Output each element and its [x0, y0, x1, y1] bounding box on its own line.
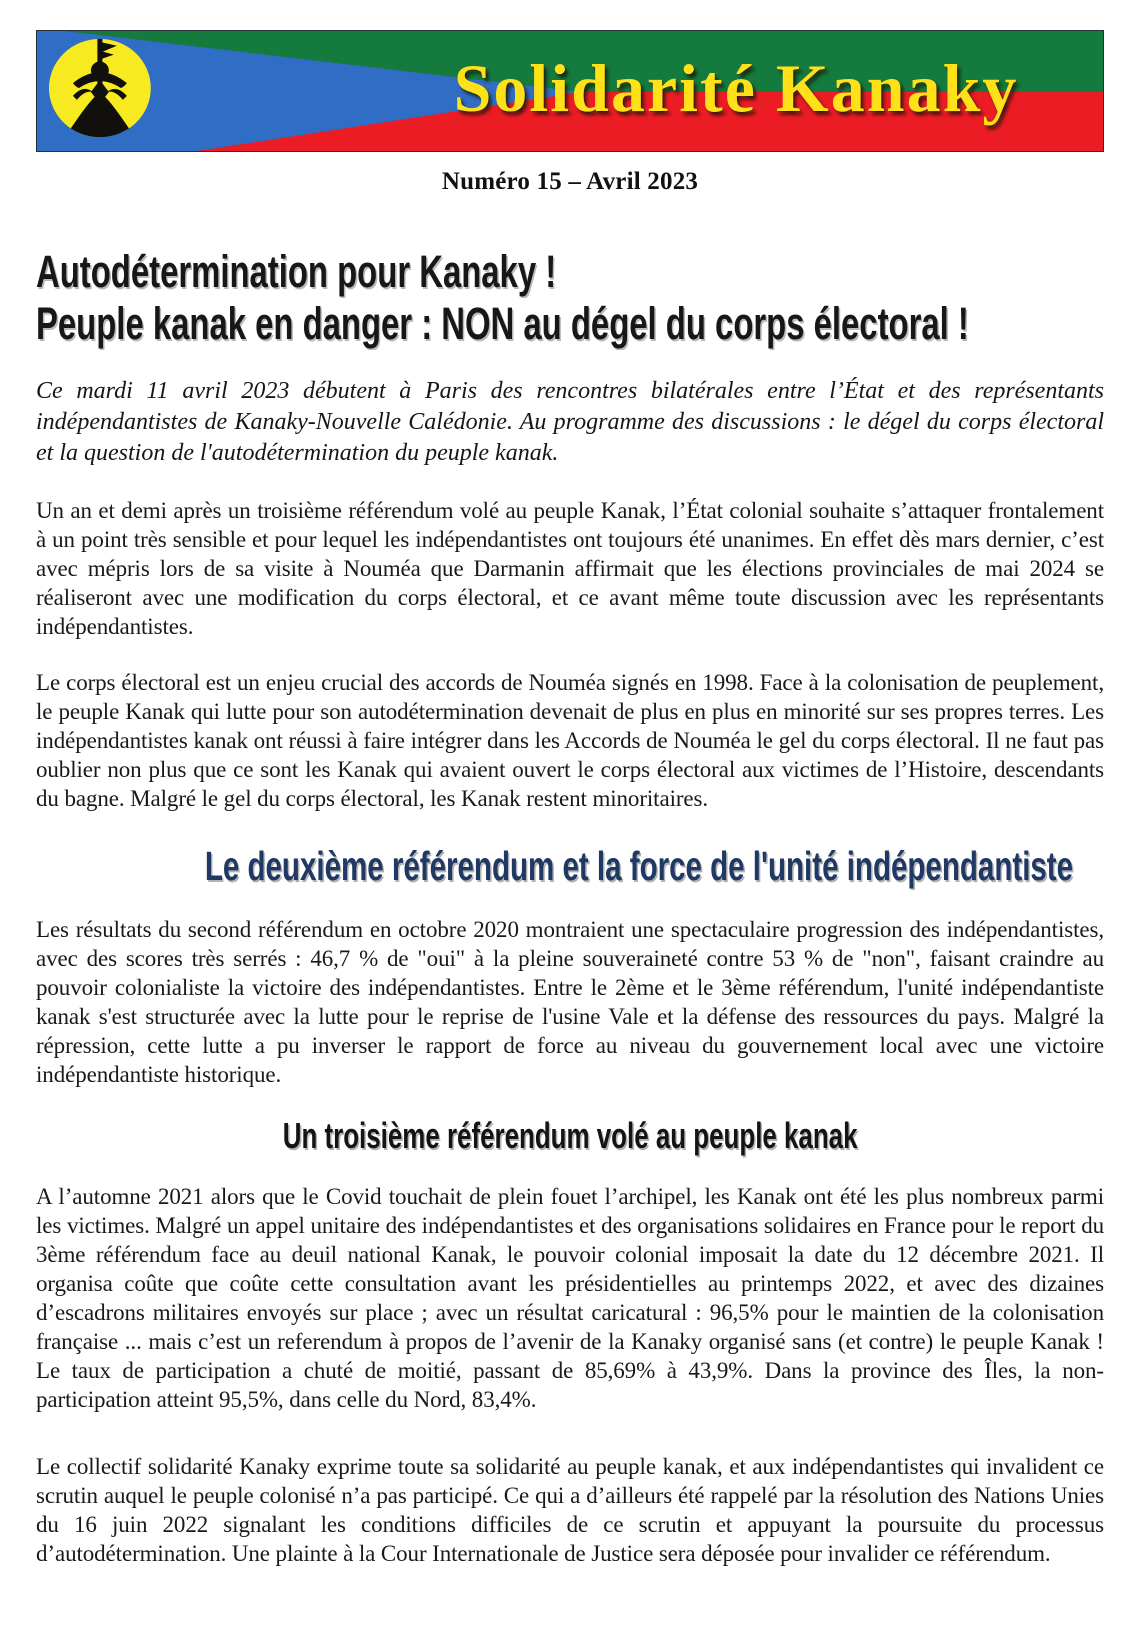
section-heading-text: Le deuxième référendum et la force de l'unité indépendantiste [204, 843, 1074, 890]
headline-line2: Peuple kanak en danger : NON au dégel du corps électoral ! [36, 298, 969, 350]
headline-line1: Autodétermination pour Kanaky ! [36, 246, 557, 297]
newsletter-title: Solidarité Kanaky [453, 50, 1019, 127]
body-paragraph-2: Le corps électoral est un enjeu crucial des accords de Nouméa signés en 1998. Face à la colonisation de peuplement, le peuple Kanak qui lutte pour son autodétermination devenait de plus en plus en minorité sur ses propres terres. Les indépendantistes kanak ont réussi à faire intégrer dans les Accords de Nouméa le gel du corps électoral. Il ne faut pas oublier non plus que ce sont les Kanak qui avaient ouvert le corps électoral aux victimes de l’Histoire, descendants du bagne. Malgré le gel du corps électoral, les Kanak restent minoritaires. [36, 670, 1104, 812]
kanaky-flag-banner [36, 30, 1104, 152]
section-heading-text: Un troisième référendum volé au peuple kanak [282, 1115, 858, 1157]
section-heading-deuxieme-referendum [36, 843, 1104, 890]
section-heading-troisieme-referendum [36, 1115, 1104, 1157]
section2-paragraph-1: A l’automne 2021 alors que le Covid touchait de plein fouet l’archipel, les Kanak ont été les plus nombreux parmi les victimes. Malgré un appel unitaire des indépendantistes et des organisations solidaires en France pour le report du 3ème référendum face au deuil national Kanak, le pouvoir colonial imposait la date du 12 décembre 2021. Il organisa coûte que coûte cette consultation avant les présidentielles au printemps 2022, et avec des dizaines d’escadrons militaires envoyés sur place ; avec un résultat caricatural : 96,5% pour le maintien de la colonisation française ... mais c’est un referendum à propos de l’avenir de la Kanaky organisé sans (et contre) le peuple Kanak ! Le taux de participation a chuté de moitié, passant de 85,69% à 43,9%. Dans la province des Îles, la non-participation atteint 95,5%, dans celle du Nord, 83,4%. [36, 1184, 1104, 1413]
section2-paragraph-2: Le collectif solidarité Kanaky exprime toute sa solidarité au peuple kanak, et aux indépendantistes qui invalident ce scrutin auquel le peuple colonisé n’a pas participé. Ce qui a d’ailleurs été rappelé par la résolution des Nations Unies du 16 juin 2022 signalant les conditions difficiles de ce scrutin et appuyant la poursuite du processus d’autodétermination. Une plainte à la Cour Internationale de Justice sera déposée pour invalider ce référendum. [36, 1454, 1104, 1567]
section1-paragraph-1: Les résultats du second référendum en octobre 2020 montraient une spectaculaire progression des indépendantistes, avec des scores très serrés : 46,7 % de "oui" à la pleine souveraineté contre 53 % de "non", faisant craindre au pouvoir colonialiste la victoire des indépendantistes. Entre le 2ème et le 3ème référendum, l'unité indépendantiste kanak s'est structurée avec la lutte pour le reprise de l'usine Vale et la défense des ressources du pays. Malgré la répression, cette lutte a pu inverser le rapport de force au niveau du gouvernement local avec une victoire indépendantiste historique. [36, 917, 1104, 1088]
issue-date-line: Numéro 15 – Avril 2023 [441, 168, 699, 195]
body-paragraph-1: Un an et demi après un troisième référendum volé au peuple Kanak, l’État colonial souhaite s’attaquer frontalement à un point très sensible et pour lequel les indépendantistes ont toujours été unanimes. En effet dès mars dernier, c’est avec mépris lors de sa visite à Nouméa que Darmanin affirmait que les élections provinciales de mai 2024 se réaliseront avec une modification du corps électoral, et ce avant même toute discussion avec les représentants indépendantistes. [36, 498, 1104, 640]
headline-block [36, 246, 1104, 350]
lede-paragraph: Ce mardi 11 avril 2023 débutent à Paris des rencontres bilatérales entre l’État et des représentants indépendantistes de Kanaky-Nouvelle Calédonie. Au programme des discussions : le dégel du corps électoral et la question de l'autodétermination du peuple kanak. [36, 378, 1104, 467]
